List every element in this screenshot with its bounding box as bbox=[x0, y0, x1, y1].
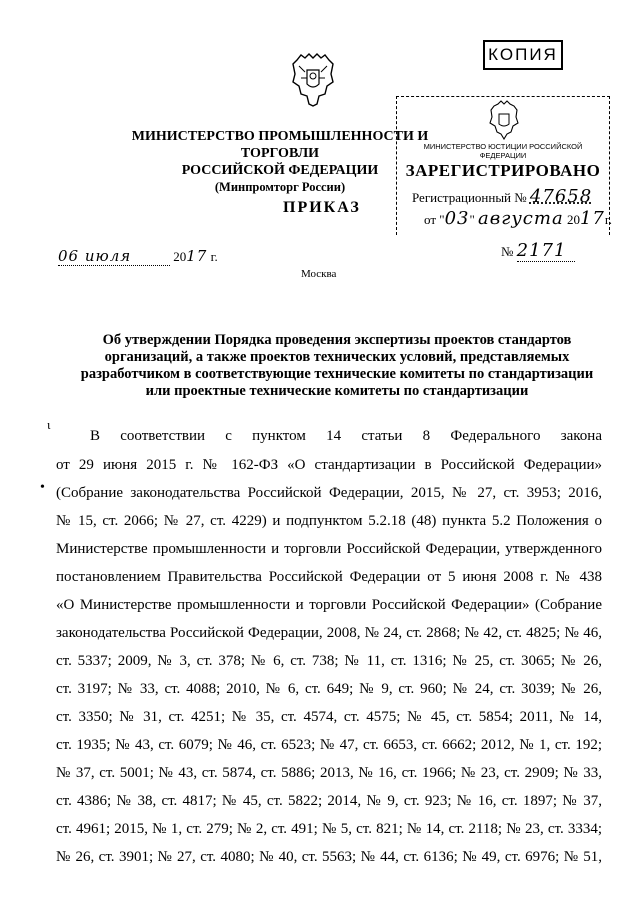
order-date bbox=[58, 247, 218, 266]
body-line: ст. 3350; № 31, ст. 4251; № 35, ст. 4574, ст. 4575; № 45, ст. 5854; 2011, № 14, bbox=[56, 709, 602, 725]
body-line: ст. 4386; № 38, ст. 4817; № 45, ст. 5822; 2014, № 9, ст. 923; № 16, ст. 1897; № 37, bbox=[56, 793, 602, 809]
justice-emblem-icon bbox=[487, 100, 521, 140]
title-line: организаций, а также проектов технических условий, представляемых bbox=[104, 349, 570, 365]
body-line: № 26, ст. 3901; № 27, ст. 4080; № 40, ст. 5563; № 44, ст. 6136; № 49, ст. 6976; № 51, bbox=[56, 849, 602, 865]
title-line: разработчиком в соответствующие технические комитеты по стандартизации bbox=[80, 366, 594, 382]
body-line: Министерстве промышленности и торговли Российской Федерации, утвержденного bbox=[56, 541, 602, 557]
document-title bbox=[72, 332, 602, 400]
body-line: ст. 1935; № 43, ст. 6079; № 46, ст. 6523; № 47, ст. 6653, ст. 6662; 2012, № 1, ст. 192; bbox=[56, 737, 602, 753]
order-date-year-hw: 17 bbox=[186, 247, 208, 265]
registration-date-month: августа bbox=[478, 208, 564, 229]
order-number-line bbox=[501, 240, 575, 262]
title-line: Об утверждении Порядка проведения экспертизы проектов стандартов bbox=[102, 332, 572, 348]
registration-date-year: 20 bbox=[566, 212, 580, 227]
registration-date-day: 03 bbox=[444, 208, 470, 229]
registration-ministry: МИНИСТЕРСТВО ЮСТИЦИИ РОССИЙСКОЙ ФЕДЕРАЦИИ bbox=[423, 142, 583, 160]
coat-of-arms-icon bbox=[289, 52, 337, 108]
order-date-year: 20 bbox=[173, 249, 187, 264]
registration-number: 47658 bbox=[529, 186, 593, 207]
body-line: законодательства Российской Федерации, 2008, № 24, ст. 2868; № 42, ст. 4825; № 46, bbox=[56, 625, 602, 641]
body-line: ст. 3197; № 33, ст. 4088; 2010, № 6, ст. 649; № 9, ст. 960; № 24, ст. 3039; № 26, bbox=[56, 681, 602, 697]
body-line: № 37, ст. 5001; № 43, ст. 5874, ст. 5886; 2013, № 16, ст. 1966; № 23, ст. 2909; № 33, bbox=[56, 765, 602, 781]
city: Москва bbox=[301, 268, 337, 280]
body-line: ст. 4961; 2015, № 1, ст. 279; № 2, ст. 491; № 5, ст. 821; № 14, ст. 2118; № 23, ст. 3334; bbox=[56, 821, 602, 837]
order-number: 2171 bbox=[517, 240, 575, 262]
order-number-label: № bbox=[501, 244, 514, 259]
body-line: В соответствии с пунктом 14 статьи 8 Федерального закона bbox=[90, 428, 602, 444]
registration-number-line bbox=[412, 186, 592, 207]
margin-mark: ι bbox=[47, 417, 51, 432]
body-line: ст. 5337; 2009, № 3, ст. 378; № 6, ст. 738; № 11, ст. 1316; № 25, ст. 3065; № 26, bbox=[56, 653, 602, 669]
ministry-line1: МИНИСТЕРСТВО ПРОМЫШЛЕННОСТИ И ТОРГОВЛИ bbox=[131, 129, 429, 161]
registration-date-line bbox=[424, 208, 612, 229]
margin-bullet: • bbox=[40, 480, 45, 495]
body-line: постановлением Правительства Российской Федерации от 5 июня 2008 г. № 438 bbox=[56, 569, 602, 585]
body-line: (Собрание законодательства Российской Федерации, 2015, № 27, ст. 3953; 2016, bbox=[56, 485, 602, 501]
order-date-suffix: г. bbox=[210, 249, 218, 264]
registration-date-prefix: от " bbox=[424, 212, 445, 227]
registration-date-suffix: г. bbox=[604, 212, 612, 227]
registration-date-year-hw: 17 bbox=[579, 208, 605, 229]
body-line: от 29 июня 2015 г. № 162-ФЗ «О стандартизации в Российской Федерации» bbox=[56, 457, 602, 473]
ministry-heading bbox=[130, 128, 430, 196]
order-date-handwritten: 06 июля bbox=[58, 247, 170, 266]
body-line: № 15, ст. 2066; № 27, ст. 4229) и подпунктом 5.2.18 (48) пункта 5.2 Положения о bbox=[56, 513, 602, 529]
ministry-line2: РОССИЙСКОЙ ФЕДЕРАЦИИ bbox=[181, 163, 379, 178]
ministry-short-name: (Минпромторг России) bbox=[214, 180, 346, 194]
registration-date-quote: " bbox=[469, 212, 475, 227]
document-type: ПРИКАЗ bbox=[283, 199, 361, 216]
registration-number-label: Регистрационный № bbox=[412, 190, 527, 205]
body-line: «О Министерстве промышленности и торговли Российской Федерации» (Собрание bbox=[56, 597, 602, 613]
copy-stamp: КОПИЯ bbox=[483, 40, 563, 70]
registration-title: ЗАРЕГИСТРИРОВАНО bbox=[405, 161, 601, 180]
title-line: или проектные технические комитеты по стандартизации bbox=[145, 383, 529, 399]
